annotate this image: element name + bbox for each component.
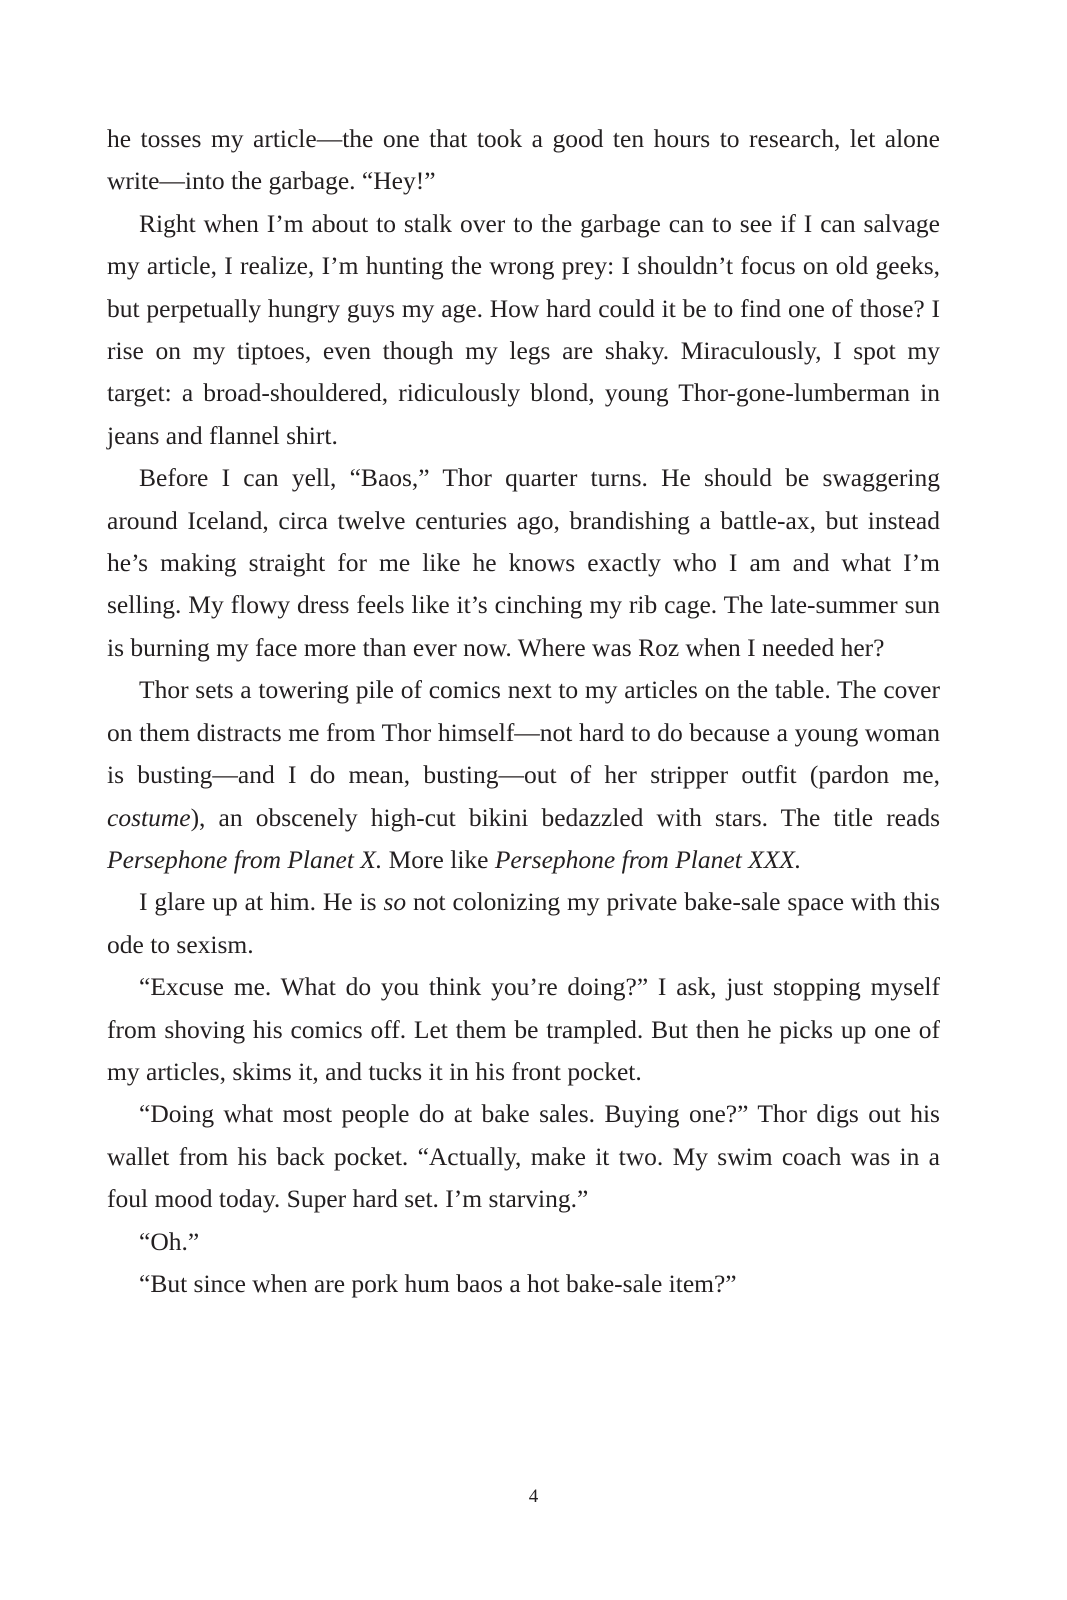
paragraph-text: More like <box>382 844 495 874</box>
paragraph-text: he tosses my article—the one that took a good ten hours to research, let alone write—into the garbage. “Hey!” <box>107 124 940 196</box>
paragraph-text: I glare up at him. He is <box>139 887 384 917</box>
paragraph-text: not colonizing my private bake-sale space with this ode to sexism. <box>107 887 940 959</box>
paragraph <box>107 881 940 966</box>
italic-text: Persephone from Planet XXX. <box>494 844 802 874</box>
paragraph <box>107 457 940 669</box>
italic-text: so <box>383 887 407 917</box>
page-number: 4 <box>528 1486 539 1507</box>
paragraph-text: Right when I’m about to stalk over to the garbage can to see if I can salvage my article, I realize, I’m hunting the wrong prey: I shouldn’t focus on old geeks, but perpetually hungry guys my age. How hard could it be to find one of those? I rise on my tiptoes, even though my legs are shaky. Miraculously, I spot my target: a broad-shouldered, ridiculously blond, young Thor-gone-lumberman in jeans and flannel shirt. <box>107 208 940 450</box>
italic-text: costume <box>107 802 191 832</box>
paragraph <box>107 669 940 881</box>
paragraph-text: Thor sets a towering pile of comics next to my articles on the table. The cover on them distracts me from Thor himself—not hard to do because a young woman is busting—and I do mean, busting—out of her stripper outfit (pardon me, <box>107 675 940 790</box>
paragraph-text: ), an obscenely high-cut bikini bedazzled with stars. The title reads <box>190 802 940 832</box>
paragraph-text: “But since when are pork hum baos a hot bake-sale item?” <box>139 1268 737 1298</box>
paragraph-text: Before I can yell, “Baos,” Thor quarter turns. He should be swaggering around Iceland, circa twelve centuries ago, brandishing a battle-ax, but instead he’s making straight for me like he knows exactly who I am and what I’m selling. My flowy dress feels like it’s cinching my rib cage. The late-summer sun is burning my face more than ever now. Where was Roz when I needed her? <box>107 463 940 662</box>
paragraph-text: “Doing what most people do at bake sales. Buying one?” Thor digs out his wallet from his back pocket. “Actually, make it two. My swim coach was in a foul mood today. Super hard set. I’m starving.” <box>107 1099 940 1214</box>
italic-text: Persephone from Planet X. <box>107 844 383 874</box>
paragraph <box>107 966 940 1093</box>
paragraph <box>107 1093 940 1220</box>
body-text <box>107 118 940 1305</box>
paragraph <box>107 118 940 203</box>
paragraph-text: “Oh.” <box>139 1226 200 1256</box>
paragraph <box>107 1263 940 1305</box>
paragraph <box>107 203 940 457</box>
paragraph-text: “Excuse me. What do you think you’re doing?” I ask, just stopping myself from shoving his comics off. Let them be trampled. But then he picks up one of my articles, skims it, and tucks it in his front pocket. <box>107 972 940 1086</box>
paragraph <box>107 1221 940 1263</box>
